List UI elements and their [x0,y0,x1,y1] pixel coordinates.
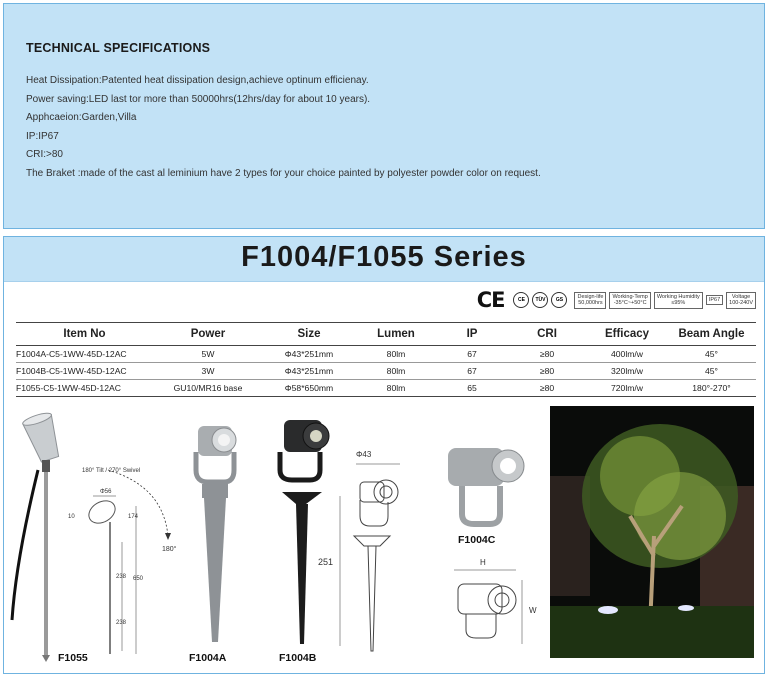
table-cell: 80lm [355,346,437,363]
table-cell: ≥80 [507,363,587,380]
table-cell: Φ58*650mm [263,380,355,397]
dim-10-label: 10 [68,514,75,520]
height-w-label: W [529,606,537,615]
spec-table [16,322,756,397]
table-header: Beam Angle [667,323,756,346]
table-cell: 80lm [355,363,437,380]
f1055-label: F1055 [58,652,88,664]
certification-row [477,289,756,311]
table-cell: 45° [667,363,756,380]
series-header [4,237,764,282]
series-title: F1004/F1055 Series [241,241,527,273]
table-row [16,346,756,363]
f1004c-product-image [440,438,530,534]
table-header: Power [153,323,263,346]
ip67-badge: IP67 [706,295,723,306]
table-row [16,363,756,380]
gs-icon: GS [551,292,567,308]
diameter-43-label: Φ43 [356,450,372,459]
ce-mark: CE [476,288,505,312]
table-cell: 5W [153,346,263,363]
table-header: Size [263,323,355,346]
f1004-dimension-drawing [330,456,420,656]
spec-line-heat: Heat Dissipation:Patented heat dissipation design,achieve optinum efficienay. [26,75,369,86]
working-temp-badge: Working-Temp -35°C~+50°C [609,292,650,309]
working-humidity-badge: Working Humidity ≤95% [654,292,703,309]
table-cell: F1004B-C5-1WW-45D-12AC [16,363,153,380]
table-cell: 65 [437,380,507,397]
technical-specifications-panel [3,3,765,229]
garden-night-photo [550,406,754,658]
table-cell: ≥80 [507,380,587,397]
table-cell: F1004A-C5-1WW-45D-12AC [16,346,153,363]
f1004a-product-image [180,412,250,652]
table-header-row [16,323,756,346]
table-row [16,380,756,397]
f1004a-label: F1004A [189,652,227,664]
table-cell: 67 [437,346,507,363]
length-251-label: 251 [318,557,334,567]
table-cell: Φ43*251mm [263,346,355,363]
swivel-label: 180° Tilt / 270° Swivel [82,468,141,474]
table-cell: 320lm/w [587,363,667,380]
f1004c-label: F1004C [458,534,496,546]
dim-174-label: 174 [128,514,139,520]
table-cell: 720lm/w [587,380,667,397]
table-header: CRI [507,323,587,346]
f1055-dimension-drawing [68,466,188,666]
table-cell: 400lm/w [587,346,667,363]
table-header: Item No [16,323,153,346]
dim-238-lower-label: 238 [116,620,127,626]
dim-238-label: 238 [116,574,127,580]
spec-lines [26,72,541,184]
spec-line-cri: CRI:>80 [26,149,63,161]
ce-circle-icon: CE [513,292,529,308]
table-cell: 80lm [355,380,437,397]
width-h-label: H [480,558,486,567]
table-header: Lumen [355,323,437,346]
table-cell: 67 [437,363,507,380]
f1004b-label: F1004B [279,652,317,664]
spec-line-power: Power saving:LED last tor more than 50000hrs(12hrs/day for about 10 years). [26,93,371,105]
table-cell: 45° [667,346,756,363]
spec-line-bracket: The Braket :made of the cast al leminium have 2 types for your choice painted by polyester powder color on request. [26,167,541,179]
table-cell: GU10/MR16 base [153,380,263,397]
spec-line-application: Apphcaeion:Garden,Villa [26,112,137,124]
rotation-180-label: 180° [162,546,177,553]
table-cell: 180°-270° [667,380,756,397]
design-life-badge: Design-life 50,000hrs [574,292,606,309]
dim-650-label: 650 [133,576,144,582]
table-cell: F1055-C5-1WW-45D-12AC [16,380,153,397]
tuv-icon: TÜV [532,292,548,308]
diameter-56-label: Φ56 [100,489,112,495]
table-cell: Φ43*251mm [263,363,355,380]
spec-line-ip: IP:IP67 [26,130,59,142]
voltage-badge: Voltage 100-240V [726,292,756,309]
table-cell: ≥80 [507,346,587,363]
f1004c-dimension-drawing [440,560,530,650]
table-header: IP [437,323,507,346]
table-cell: 3W [153,363,263,380]
technical-specifications-title: TECHNICAL SPECIFICATIONS [26,41,211,55]
table-header: Efficacy [587,323,667,346]
